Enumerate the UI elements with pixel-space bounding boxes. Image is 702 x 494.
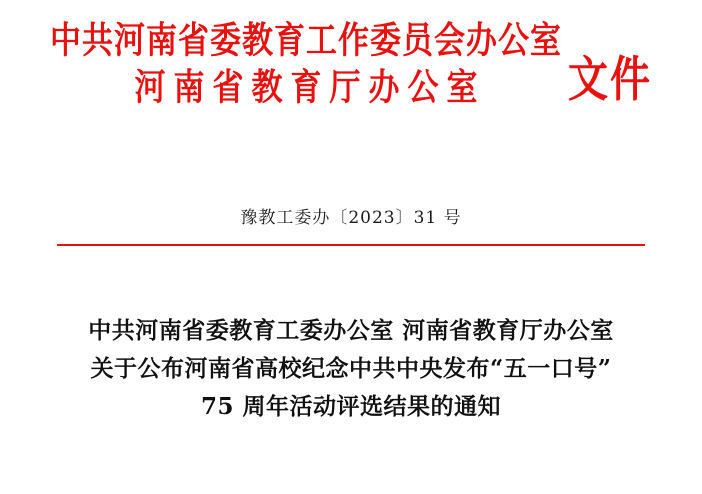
red-divider-rule bbox=[57, 244, 645, 246]
document-title-line-3: 75 周年活动评选结果的通知 bbox=[200, 393, 501, 420]
letterhead bbox=[0, 18, 702, 112]
letterhead-line-1: 中共河南省委教育工作委员会办公室 bbox=[50, 19, 562, 63]
letterhead-document-word: 文件 bbox=[568, 51, 652, 108]
document-title bbox=[46, 312, 656, 426]
document-title-line-1: 中共河南省委教育工委办公室 河南省教育厅办公室 bbox=[88, 317, 614, 344]
letterhead-agency-names bbox=[50, 18, 562, 112]
letterhead-line-2: 河南省教育厅办公室 bbox=[134, 66, 486, 110]
document-number: 豫教工委办〔2023〕31 号 bbox=[240, 208, 462, 228]
document-title-line-2: 关于公布河南省高校纪念中共中央发布“五一口号” bbox=[90, 355, 612, 382]
